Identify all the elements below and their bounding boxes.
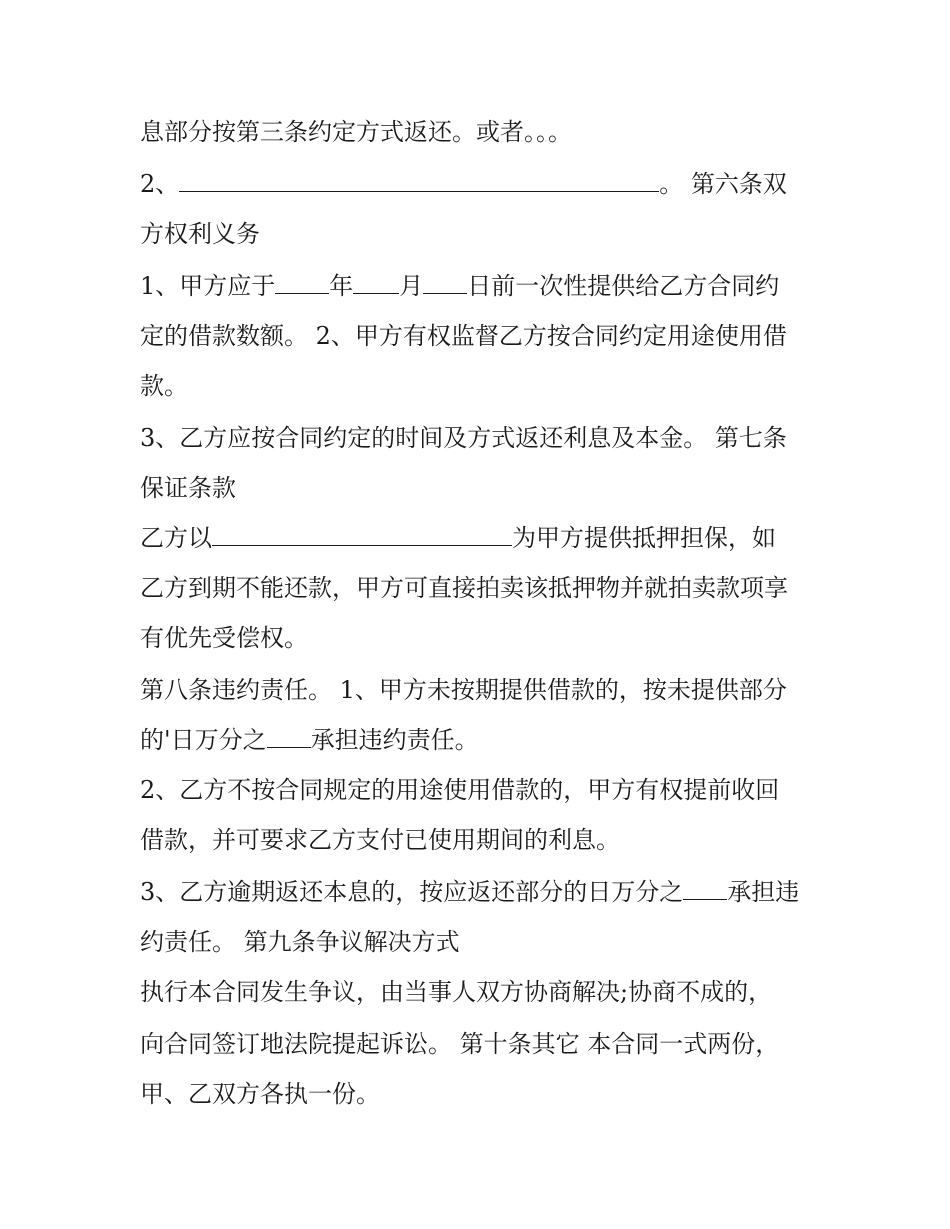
fill-blank-year xyxy=(275,271,329,294)
fill-blank-day xyxy=(423,271,467,294)
text-line: 2、 。 第六条双 xyxy=(140,170,787,198)
text-line: 息部分按第三条约定方式返还。或者。。。 xyxy=(140,118,572,146)
fill-blank-rate xyxy=(683,877,727,900)
text-line: 3、乙方应按合同约定的时间及方式返还利息及本金。 第七条 xyxy=(140,424,787,452)
text-line: 2、乙方不按合同规定的用途使用借款的，甲方有权提前收回 xyxy=(140,776,780,804)
text-line: 3、乙方逾期返还本息的，按应返还部分的日万分之 承担违 xyxy=(140,878,800,906)
fill-blank-collateral xyxy=(212,523,512,546)
text-line: 借款，并可要求乙方支付已使用期间的利息。 xyxy=(140,826,620,854)
text-line: 定的借款数额。 2、甲方有权监督乙方按合同约定用途使用借 xyxy=(140,322,787,350)
text-line: 1、甲方应于 年 月 日前一次性提供给乙方合同约 xyxy=(140,272,780,300)
text-line: 的'日万分之 承担违约责任。 xyxy=(140,726,479,754)
text-line: 款。 xyxy=(140,372,188,400)
text-line: 约责任。 第九条争议解决方式 xyxy=(140,928,460,956)
text-line: 保证条款 xyxy=(140,474,236,502)
text-line: 第八条违约责任。 1、甲方未按期提供借款的，按未提供部分 xyxy=(140,676,787,704)
text-line: 有优先受偿权。 xyxy=(140,624,308,652)
text-line: 乙方以 为甲方提供抵押担保，如 xyxy=(140,524,776,552)
fill-blank-rate xyxy=(267,725,311,748)
text-line: 向合同签订地法院提起诉讼。 第十条其它 本合同一式两份， xyxy=(140,1030,780,1058)
text-line: 乙方到期不能还款，甲方可直接拍卖该抵押物并就拍卖款项享 xyxy=(140,574,788,602)
text-line: 方权利义务 xyxy=(140,220,260,248)
text-line: 执行本合同发生争议，由当事人双方协商解决;协商不成的， xyxy=(140,978,773,1006)
fill-blank xyxy=(179,169,659,192)
text-line: 甲、乙双方各执一份。 xyxy=(140,1080,380,1108)
fill-blank-month xyxy=(353,271,399,294)
